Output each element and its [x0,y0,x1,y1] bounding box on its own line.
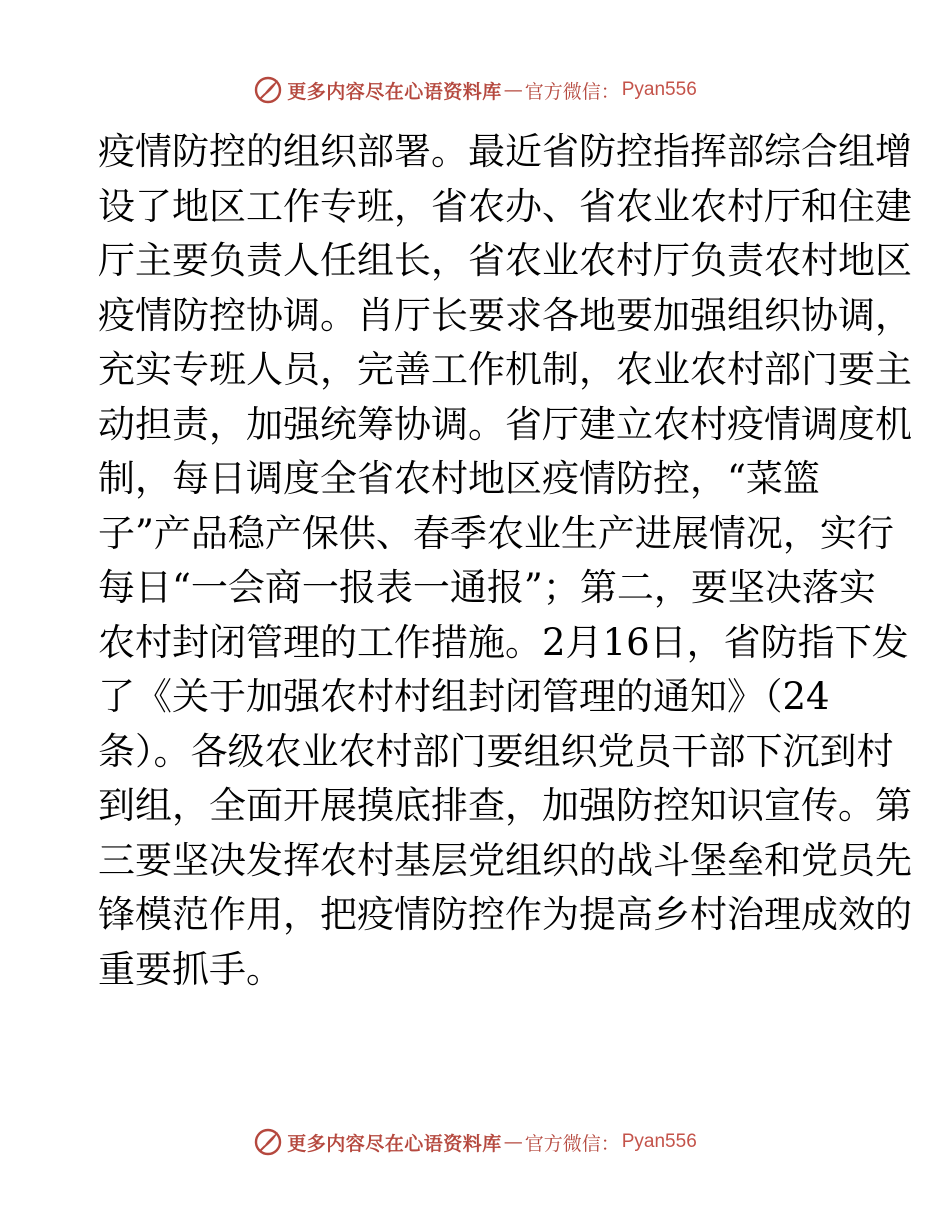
body-line: 条）。各级农业农村部门要组织党员干部下沉到村 [98,729,894,773]
body-line: 设了地区工作专班，省农办、省农业农村厅和住建 [98,184,912,228]
body-line: 动担责，加强统筹协调。省厅建立农村疫情调度机 [98,402,912,446]
footer-watermark [0,1124,950,1160]
header-watermark [0,72,950,108]
quill-circle-logo-icon [253,1127,283,1157]
body-line: 疫情防控的组织部署。最近省防控指挥部综合组增 [98,130,912,173]
footer-separator: — [503,1131,523,1153]
body-line: 厅主要负责人任组长，省农业农村厅负责农村地区 [98,239,912,282]
body-line: 重要抓手。 [98,947,283,991]
body-line: 充实专班人员，完善工作机制，农业农村部门要主 [98,348,912,391]
body-line: 每日“一会商一报表一通报”；第二，要坚决落实 [98,566,876,609]
body-line: 农村封闭管理的工作措施。2月16日，省防指下发 [98,620,909,664]
quill-circle-logo-icon [253,75,283,105]
body-line: 到组，全面开展摸底排查，加强防控知识宣传。第 [98,784,912,827]
footer-site-text: 更多内容尽在心语资料库 [287,1132,502,1155]
body-line: 了《关于加强农村村组封闭管理的通知》（24 [98,675,830,718]
body-line: 子”产品稳产保供、春季农业生产进展情况，实行 [98,511,894,555]
body-line: 制，每日调度全省农村地区疫情防控，“菜篮 [98,457,820,500]
header-site-text: 更多内容尽在心语资料库 [287,80,502,103]
body-line: 疫情防控协调。肖厅长要求各地要加强组织协调， [98,293,912,337]
body-line: 锋模范作用，把疫情防控作为提高乡村治理成效的 [98,893,912,936]
header-wechat-label: 官方微信： [524,80,620,103]
body-line: 三要坚决发挥农村基层党组织的战斗堡垒和党员先 [98,838,912,882]
header-separator: — [503,79,523,101]
footer-wechat-id: Pyan556 [621,1131,697,1152]
document-body [98,125,912,997]
header-wechat-id: Pyan556 [621,79,697,100]
footer-wechat-label: 官方微信： [524,1132,620,1155]
